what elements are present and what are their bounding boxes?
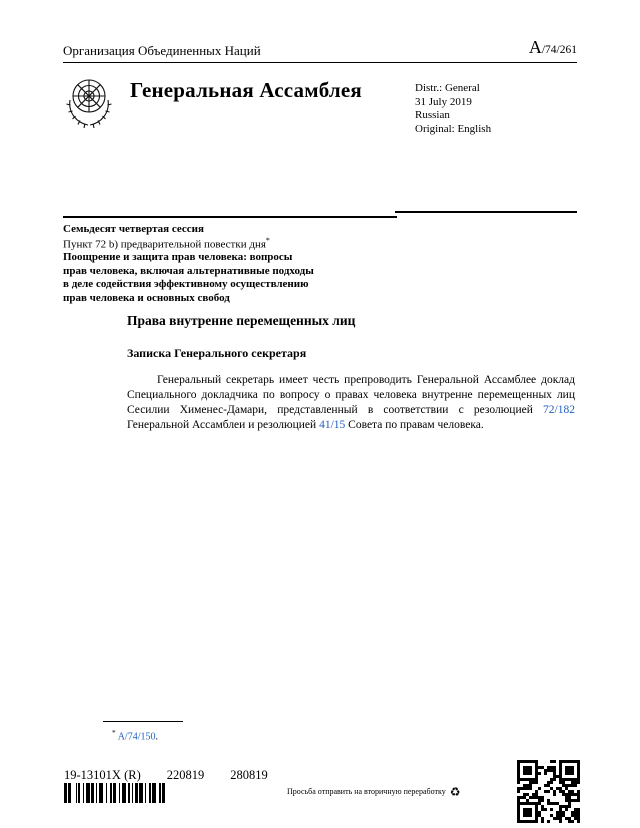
- document-subtitle: Записка Генерального секретаря: [127, 346, 307, 360]
- resolution-link-41-15[interactable]: 41/15: [319, 419, 346, 431]
- paragraph-text: Генеральной Ассамблеи и резолюцией: [127, 419, 320, 431]
- job-number-line: [64, 768, 268, 783]
- recycle-icon: ♻: [449, 785, 461, 799]
- org-name: Организация Объединенных Наций: [63, 43, 261, 58]
- agenda-title-line: прав человека, включая альтернативные подходы: [63, 264, 314, 277]
- heavy-rule-left: [63, 216, 397, 218]
- assembly-title: Генеральная Ассамблея: [130, 78, 362, 102]
- doc-symbol: [529, 37, 577, 58]
- language-line: Russian: [415, 109, 450, 121]
- distr-line: Distr.: General: [415, 82, 480, 94]
- agenda-title-line: Поощрение и защита прав человека: вопросы: [63, 251, 293, 263]
- job-date-1: 220819: [166, 768, 205, 782]
- footnote-marker: *: [112, 728, 116, 737]
- job-date-2: 280819: [230, 768, 268, 782]
- document-title: Права внутренне перемещенных лиц: [127, 313, 356, 328]
- date-line: 31 July 2019: [415, 95, 472, 108]
- paragraph-text: Совета по правам человека.: [345, 419, 484, 431]
- agenda-title-block: [63, 251, 314, 305]
- recycle-notice: [287, 785, 461, 800]
- heavy-rule-right: [395, 211, 577, 213]
- doc-symbol-letter: A: [528, 37, 542, 57]
- footnote-suffix: .: [155, 731, 158, 743]
- agenda-title-line: в деле содействия эффективному осуществлению: [63, 278, 309, 290]
- footnote-separator: [103, 721, 183, 722]
- body-paragraph: [127, 373, 575, 433]
- footnote-document-link[interactable]: A/74/150: [117, 731, 156, 743]
- distr-block: [415, 82, 491, 136]
- paragraph-text: Генеральный секретарь имеет честь препроводить Генеральной Ассамблее доклад Специального докладчика по вопросу о правах человека внутренне перемещенных лиц Сесилии Хименес-Дамари, представленный в соответствии с резолюцией: [127, 374, 575, 416]
- recycle-text: Просьба отправить на вторичную переработку: [287, 787, 446, 796]
- agenda-item-line: Пункт 72 b) предварительной повестки дня*: [63, 236, 270, 251]
- original-line: Original: English: [415, 122, 492, 135]
- footnote: [112, 728, 158, 742]
- un-emblem-icon: [60, 72, 118, 139]
- resolution-link-72-182[interactable]: 72/182: [543, 404, 575, 416]
- agenda-title-line: прав человека и основных свобод: [63, 291, 230, 304]
- qr-code: [517, 760, 580, 823]
- barcode: [64, 783, 166, 803]
- doc-symbol-number: /74/261: [541, 44, 577, 56]
- header-rule: [63, 62, 577, 63]
- agenda-footnote-marker: *: [265, 236, 270, 245]
- session-title: Семьдесят четвертая сессия: [63, 223, 204, 235]
- job-number: 19-13101X (R): [64, 768, 141, 782]
